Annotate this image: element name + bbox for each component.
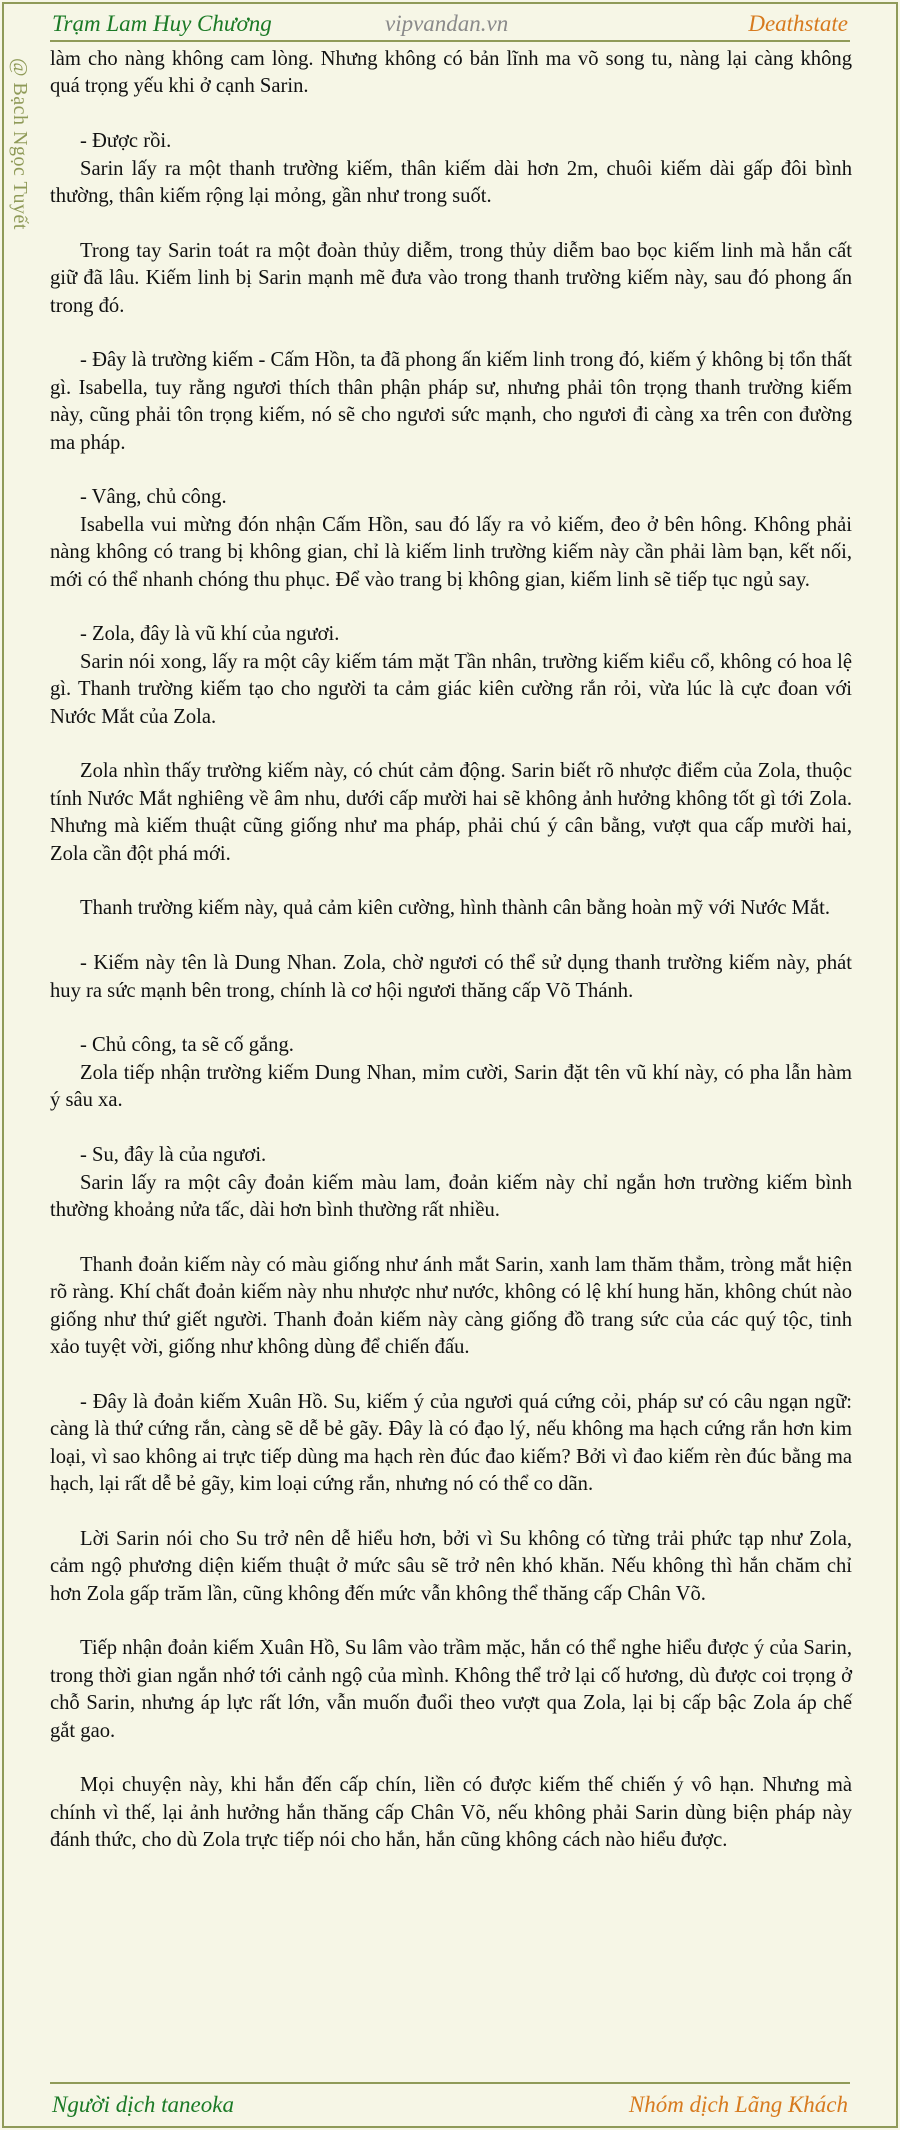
paragraph: - Su, đây là của ngươi.	[80, 1144, 267, 1167]
paragraph: - Zola, đây là vũ khí của ngươi.	[80, 623, 340, 646]
paragraph: Sarin lấy ra một thanh trường kiếm, thân kiếm dài hơn 2m, chuôi kiếm dài gấp đôi bình thường, thân kiếm rộng lại mỏng, gần như trong suốt.	[50, 157, 852, 208]
paragraph: - Đây là trường kiếm - Cấm Hồn, ta đã phong ấn kiếm linh trong đó, kiếm ý không bị tổn thất gì. Isabella, tuy rằng ngươi thích thân phận pháp sư, nhưng phải tôn trọng thanh trường kiếm này, cũng phải tôn trọng kiếm, nó sẽ cho ngươi sức mạnh, cho ngươi đi càng xa trên con đường ma pháp.	[50, 349, 852, 454]
paragraph: Isabella vui mừng đón nhận Cấm Hồn, sau đó lấy ra vỏ kiếm, đeo ở bên hông. Không phải nàng không có trang bị không gian, chỉ là kiếm linh trường kiếm này cần phải làm bạn, kết nối, mới có thể nhanh chóng thu phục. Để vào trang bị không gian, kiếm linh sẽ tiếp tục ngủ say.	[50, 513, 852, 591]
paragraph: Mọi chuyện này, khi hắn đến cấp chín, liền có được kiếm thế chiến ý vô hạn. Nhưng mà chính vì thế, lại ảnh hưởng hắn thăng cấp Chân Võ, nếu không phải Sarin dùng biện pháp này đánh thức, cho dù Zola trực tiếp nói cho hắn, hắn cũng không cách nào hiểu được.	[50, 1774, 852, 1852]
paragraph: - Kiếm này tên là Dung Nhan. Zola, chờ ngươi có thể sử dụng thanh trường kiếm này, phát huy ra sức mạnh bên trong, chính là cơ hội ngươi thăng cấp Võ Thánh.	[50, 952, 852, 1002]
paragraph: Tiếp nhận đoản kiếm Xuân Hồ, Su lâm vào trầm mặc, hắn có thể nghe hiểu được ý của Sarin, trong thời gian ngắn nhớ tới cảnh ngộ của mình. Không thể trở lại cố hương, dù được coi trọng ở chỗ Sarin, nhưng áp lực rất lớn, vẫn muốn đuổi theo vượt qua Zola, lại bị cấp bậc Zola áp chế gắt gao.	[50, 1637, 852, 1742]
paragraph: Sarin nói xong, lấy ra một cây kiếm tám mặt Tần nhân, trường kiếm kiểu cổ, không có hoa lệ gì. Thanh trường kiếm tạo cho người ta cảm giác kiên cường rắn rỏi, vừa lúc là cực đoan với Nước Mắt của Zola.	[50, 650, 852, 728]
header-site-title: Trạm Lam Huy Chương	[52, 11, 272, 36]
header-author: Deathstate	[748, 11, 848, 36]
paragraph: Thanh trường kiếm này, quả cảm kiên cường, hình thành cân bằng hoàn mỹ với Nước Mắt.	[80, 897, 830, 920]
paragraph: Zola nhìn thấy trường kiếm này, có chút cảm động. Sarin biết rõ nhược điểm của Zola, thuộc tính Nước Mắt nghiêng về âm nhu, dưới cấp mười hai sẽ không ảnh hưởng không tốt gì tới Zola. Nhưng mà kiếm thuật cũng giống như ma pháp, phải chú ý cân bằng, vượt qua cấp mười hai, Zola cần đột phá mới.	[50, 760, 852, 865]
paragraph: làm cho nàng không cam lòng. Nhưng không có bản lĩnh ma võ song tu, nàng lại càng không quá trọng yếu khi ở cạnh Sarin.	[50, 48, 852, 98]
paragraph: - Đây là đoản kiếm Xuân Hồ. Su, kiếm ý của ngươi quá cứng cỏi, pháp sư có câu ngạn ngữ: càng là thứ cứng rắn, càng sẽ dễ bẻ gãy. Đây là có đạo lý, nếu không ma hạch cứng rắn hơn kim loại, vì sao không ai trực tiếp dùng ma hạch rèn đúc đao kiếm? Bởi vì đao kiếm rèn đúc bằng ma hạch, lại rất dễ bẻ gãy, kim loại cứng rắn, nhưng nó có thể co dãn.	[50, 1390, 852, 1495]
paragraph: Trong tay Sarin toát ra một đoàn thủy diễm, trong thủy diễm bao bọc kiếm linh mà hắn cất giữ đã lâu. Kiếm linh bị Sarin mạnh mẽ đưa vào trong thanh trường kiếm này, sau đó phong ấn trong đó.	[50, 239, 852, 317]
chapter-text	[50, 46, 852, 1855]
side-credit: @ Bạch Ngọc Tuyết	[9, 58, 31, 230]
footer-translator: Người dịch taneoka	[52, 2092, 234, 2117]
header-website[interactable]: vipvandan.vn	[385, 11, 509, 36]
paragraph: Sarin lấy ra một cây đoản kiếm màu lam, đoản kiếm này chỉ ngắn hơn trường kiếm bình thường khoảng nửa tấc, dài hơn bình thường rất nhiều.	[50, 1171, 852, 1221]
paragraph: - Vâng, chủ công.	[80, 486, 227, 509]
page-footer	[50, 2082, 850, 2124]
paragraph: - Được rồi.	[80, 130, 172, 153]
paragraph: Zola tiếp nhận trường kiếm Dung Nhan, mỉm cười, Sarin đặt tên vũ khí này, có pha lẫn hàm ý sâu xa.	[50, 1061, 852, 1112]
footer-group: Nhóm dịch Lãng Khách	[628, 2092, 848, 2117]
page-header	[50, 6, 850, 42]
paragraph: Lời Sarin nói cho Su trở nên dễ hiểu hơn, bởi vì Su không có từng trải phức tạp như Zola, cảm ngộ phương diện kiếm thuật ở mức sâu sẽ trở nên khó khăn. Nếu không thì hắn chăm chỉ hơn Zola gấp trăm lần, cũng không đến mức vẫn không thể thăng cấp Chân Võ.	[50, 1527, 852, 1605]
paragraph: - Chủ công, ta sẽ cố gắng.	[80, 1034, 294, 1057]
paragraph: Thanh đoản kiếm này có màu giống như ánh mắt Sarin, xanh lam thăm thẳm, tròng mắt hiện rõ ràng. Khí chất đoản kiếm này nhu nhược như nước, không có lệ khí hung hăn, không chút nào giống như thứ giết người. Thanh đoản kiếm này càng giống đồ trang sức của các quý tộc, tinh xảo tuyệt vời, giống như không dùng để chiến đấu.	[50, 1253, 852, 1358]
